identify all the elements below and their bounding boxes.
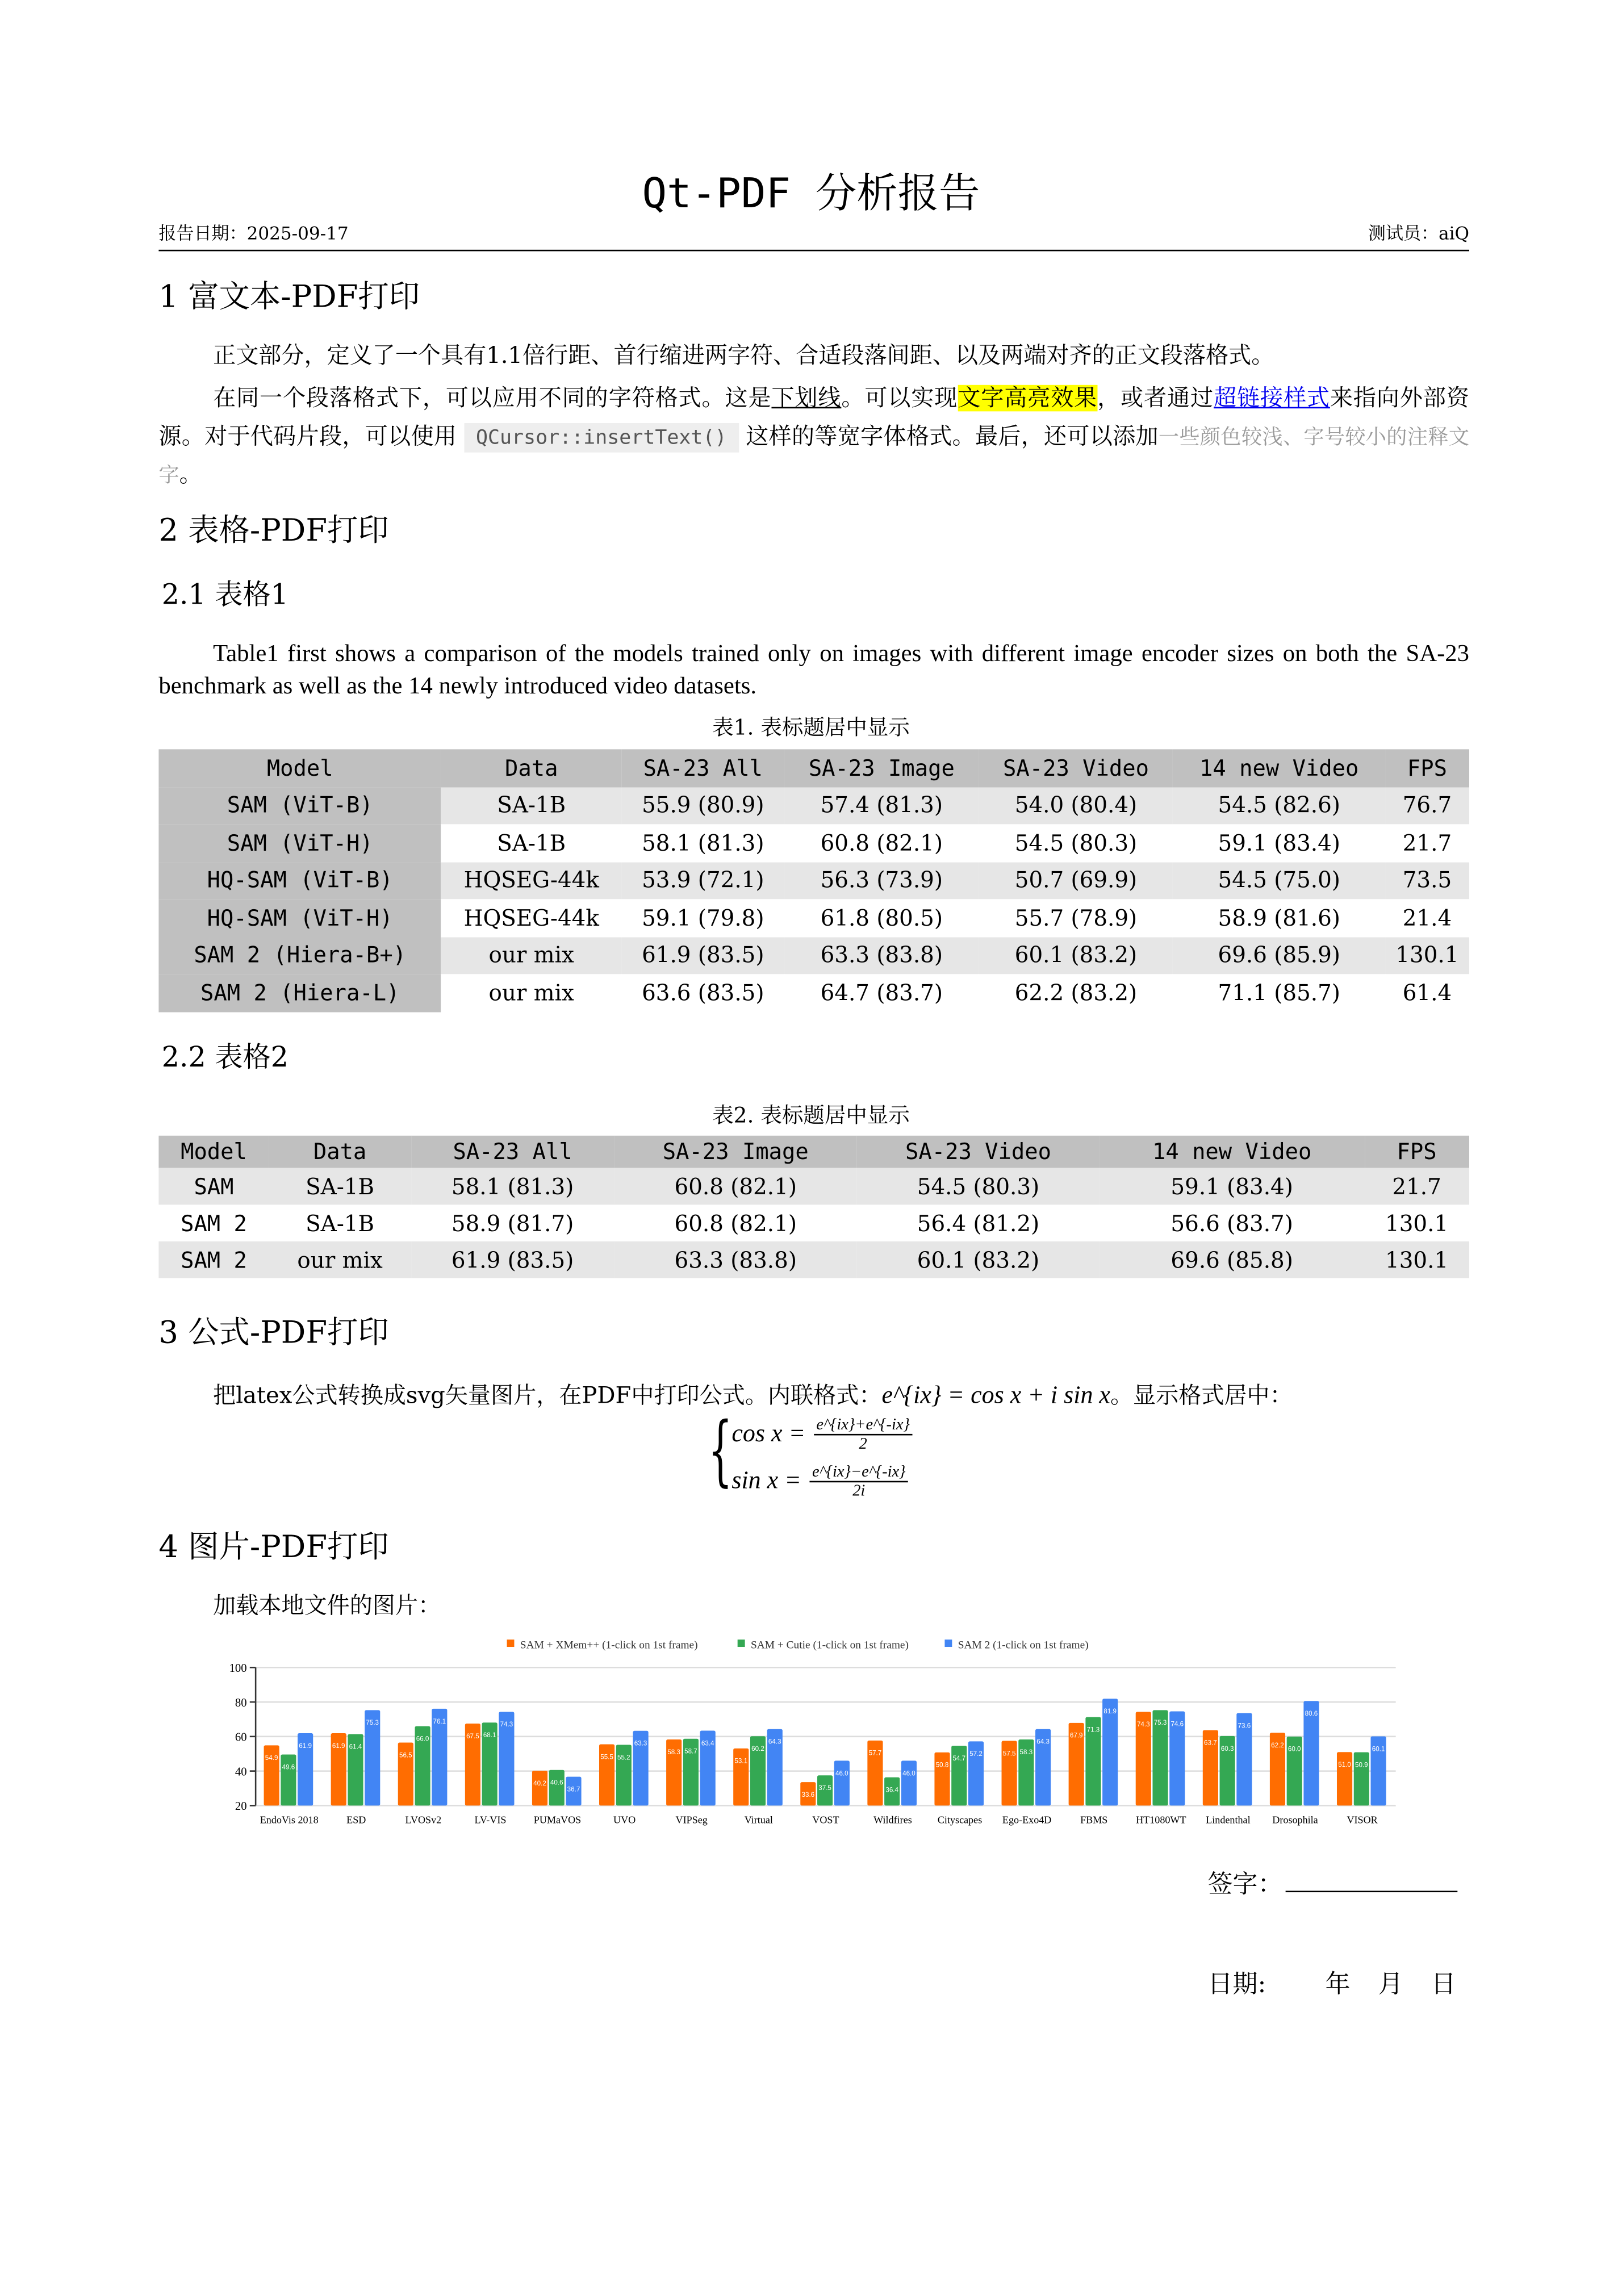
data-label: 68.1 <box>483 1732 496 1739</box>
column-header: SA-23 All <box>621 749 784 787</box>
text: 。显示格式居中： <box>1110 1382 1293 1409</box>
table-cell: 61.4 <box>1402 979 1452 1006</box>
table-cell: 21.7 <box>1402 830 1452 856</box>
data-label: 57.7 <box>868 1749 882 1757</box>
table-cell: 60.8 (82.1) <box>674 1210 797 1236</box>
table-cell: 56.3 (73.9) <box>784 861 979 899</box>
table-cell: HQSEG-44k <box>463 904 599 931</box>
x-tick-label: Virtual <box>744 1814 773 1826</box>
data-label: 58.7 <box>684 1747 697 1755</box>
table-row <box>158 824 1469 861</box>
subsection-2-2-heading: 2.2 表格2 <box>161 1042 289 1074</box>
x-tick-label: LVOSv2 <box>405 1814 442 1826</box>
y-tick-label: 20 <box>235 1800 247 1813</box>
table-row <box>158 1205 1469 1241</box>
table-cell: 21.4 <box>1402 904 1452 931</box>
text: 把latex公式转换成svg矢量图片，在PDF中打印公式。内联格式： <box>213 1382 882 1409</box>
bar <box>901 1760 917 1805</box>
table-cell: 55.9 (80.9) <box>621 787 784 824</box>
legend-swatch <box>507 1640 515 1647</box>
table-cell: SAM 2 (Hiera-L) <box>158 974 441 1011</box>
data-label: 50.9 <box>1355 1761 1368 1769</box>
table-cell: 69.6 (85.9) <box>1173 936 1385 974</box>
bar <box>549 1770 565 1806</box>
note-text: 一些颜色较浅、字号较小的注释文字 <box>158 425 1469 488</box>
y-tick-label: 80 <box>235 1696 247 1709</box>
table-cell: 58.1 (81.3) <box>411 1168 614 1205</box>
header-divider <box>158 250 1469 252</box>
section-1-heading: 1 富文本-PDF打印 <box>158 279 420 315</box>
table-cell: 58.9 (81.6) <box>1218 904 1340 931</box>
bar <box>1337 1752 1352 1805</box>
table-cell: 76.7 <box>1385 787 1469 824</box>
month-label: 月 <box>1378 1970 1403 2000</box>
table-cell: 58.1 (81.3) <box>642 830 764 856</box>
data-label: 57.2 <box>969 1750 983 1758</box>
column-header: Model <box>158 749 441 787</box>
table-row <box>158 1241 1469 1278</box>
x-tick-label: Wildfires <box>873 1814 912 1826</box>
data-label: 61.9 <box>332 1742 345 1750</box>
underline-text: 下划线 <box>771 384 842 412</box>
text: 在同一个段落格式下，可以应用不同的字符格式。这是 <box>213 384 772 412</box>
text: ，或者通过 <box>1097 384 1214 412</box>
formula-line-2 <box>731 1463 908 1500</box>
table-cell: 63.6 (83.5) <box>642 979 764 1006</box>
table-cell: 54.5 (82.6) <box>1173 787 1385 824</box>
legend-swatch <box>738 1640 745 1647</box>
paragraph-2 <box>158 380 1469 496</box>
table-cell: 58.9 (81.7) <box>451 1210 574 1236</box>
bar <box>532 1771 547 1805</box>
y-tick-label: 100 <box>229 1662 247 1675</box>
x-tick-label: EndoVis 2018 <box>260 1814 319 1826</box>
table-cell: 61.9 (83.5) <box>411 1241 614 1278</box>
table-cell: SAM 2 (Hiera-B+) <box>158 936 441 974</box>
bar-chart <box>206 1628 1425 1833</box>
data-label: 74.3 <box>500 1721 513 1729</box>
table-cell: HQ-SAM (ViT-H) <box>158 899 441 936</box>
section-3-heading: 3 公式-PDF打印 <box>158 1315 389 1350</box>
data-label: 81.9 <box>1103 1708 1117 1716</box>
bar <box>1354 1752 1369 1805</box>
section-4-heading: 4 图片-PDF打印 <box>158 1529 389 1565</box>
table-2-caption: 表2. 表标题居中显示 <box>712 1105 910 1128</box>
table-cell: SAM 2 <box>158 1241 269 1278</box>
data-label: 66.0 <box>416 1735 429 1743</box>
highlight-text: 文字高亮效果 <box>958 384 1098 412</box>
y-tick-label: 60 <box>235 1731 247 1744</box>
column-header: 14 new Video <box>1173 749 1385 787</box>
subsection-2-1-heading: 2.1 表格1 <box>161 579 289 612</box>
x-tick-label: ESD <box>346 1814 366 1826</box>
column-header: SA-23 All <box>411 1136 614 1168</box>
data-label: 60.2 <box>751 1745 764 1753</box>
table-cell: SAM 2 <box>181 1210 247 1236</box>
table-2 <box>158 1136 1469 1278</box>
page-title: Qt-PDF 分析报告 <box>642 169 980 218</box>
x-tick-label: PUMaVOS <box>533 1814 582 1826</box>
data-label: 37.5 <box>818 1784 831 1792</box>
x-tick-label: VOST <box>812 1814 839 1826</box>
table-cell: 73.5 <box>1385 861 1469 899</box>
table-cell: SAM <box>158 1168 269 1205</box>
x-tick-label: HT1080WT <box>1136 1814 1186 1826</box>
table-cell: 69.6 (85.8) <box>1100 1241 1364 1278</box>
table-cell: 57.4 (81.3) <box>784 787 979 824</box>
image-intro: 加载本地文件的图片： <box>213 1592 441 1619</box>
data-label: 76.1 <box>433 1717 446 1725</box>
table-cell: SA-1B <box>441 787 621 824</box>
column-header: SA-23 Image <box>784 749 979 787</box>
table-cell: SA-1B <box>306 1210 375 1236</box>
paragraph-1: 正文部分，定义了一个具有1.1倍行距、首行缩进两字符、合适段落间距、以及两端对齐的正文段落格式。 <box>213 342 1274 369</box>
section-2-heading: 2 表格-PDF打印 <box>158 512 389 548</box>
numerator: e^{ix}+e^{-ix} <box>813 1416 913 1436</box>
data-label: 60.0 <box>1287 1745 1301 1753</box>
table-cell: 55.7 (78.9) <box>1014 904 1138 931</box>
table-cell: our mix <box>441 936 621 974</box>
column-header: FPS <box>1364 1136 1469 1168</box>
table-cell: SAM (ViT-B) <box>158 787 441 824</box>
data-label: 62.2 <box>1271 1742 1284 1750</box>
data-label: 67.5 <box>466 1732 479 1740</box>
data-label: 74.3 <box>1136 1721 1150 1729</box>
data-label: 60.3 <box>1220 1745 1234 1753</box>
data-label: 58.3 <box>1019 1748 1033 1756</box>
inline-formula-text: e^{ix} = cos x + i sin x <box>881 1381 1110 1409</box>
data-label: 75.3 <box>1153 1719 1167 1727</box>
text: 这样的等宽字体格式。最后，还可以添加 <box>746 422 1159 449</box>
text: 。可以实现 <box>841 384 958 412</box>
date-label: 日期: <box>1207 1970 1266 2000</box>
numerator: e^{ix}−e^{-ix} <box>809 1463 909 1483</box>
data-label: 61.9 <box>299 1742 312 1750</box>
data-label: 75.3 <box>366 1719 379 1727</box>
text: 。 <box>179 461 202 488</box>
x-tick-label: FBMS <box>1080 1814 1108 1826</box>
x-tick-label: VISOR <box>1347 1814 1378 1826</box>
bar <box>281 1754 296 1805</box>
column-header: 14 new Video <box>1100 1136 1364 1168</box>
data-label: 46.0 <box>835 1770 848 1778</box>
lhs: cos x = <box>731 1419 806 1448</box>
legend-label: SAM 2 (1-click on 1st frame) <box>958 1639 1089 1651</box>
x-tick-label: Ego-Exo4D <box>1002 1814 1052 1826</box>
table-row <box>158 787 1469 824</box>
table-cell: 56.6 (83.7) <box>1170 1210 1293 1236</box>
tester: 测试员：aiQ <box>1368 223 1469 244</box>
table-cell: 56.4 (81.2) <box>917 1210 1040 1236</box>
table-row <box>158 974 1469 1011</box>
data-label: 46.0 <box>902 1770 915 1778</box>
bar <box>834 1760 850 1805</box>
data-label: 54.9 <box>265 1754 278 1762</box>
data-label: 56.5 <box>399 1751 412 1759</box>
data-label: 54.7 <box>952 1754 966 1762</box>
legend-label: SAM + XMem++ (1-click on 1st frame) <box>520 1639 698 1651</box>
data-label: 80.6 <box>1305 1710 1318 1718</box>
column-header: Model <box>158 1136 269 1168</box>
table-cell: 59.1 (83.4) <box>1218 830 1340 856</box>
data-label: 55.5 <box>600 1753 613 1761</box>
table-cell: 130.1 <box>1385 1210 1449 1236</box>
data-label: 36.4 <box>885 1786 899 1794</box>
data-label: 40.2 <box>533 1779 546 1787</box>
inline-formula <box>881 1381 1110 1409</box>
table-cell: 59.1 (79.8) <box>642 904 764 931</box>
table-cell: 63.3 (83.8) <box>614 1241 857 1278</box>
data-label: 57.5 <box>1002 1750 1016 1758</box>
x-tick-label: Drosophila <box>1272 1814 1318 1826</box>
y-tick-label: 40 <box>235 1766 247 1779</box>
data-label: 50.8 <box>935 1761 949 1769</box>
data-label: 63.3 <box>634 1739 647 1747</box>
column-header: SA-23 Image <box>614 1136 857 1168</box>
table-cell: SA-1B <box>497 830 566 856</box>
denominator: 2 <box>859 1435 867 1453</box>
table-cell: 60.1 (83.2) <box>979 936 1173 974</box>
formula-paragraph <box>213 1377 1477 1416</box>
table-intro: Table1 first shows a comparison of the models trained only on images with different image encoder sizes on both the SA-23 benchmark as well as the 14 newly introduced video datasets. <box>158 639 1469 700</box>
table-cell: 59.1 (83.4) <box>1100 1168 1364 1205</box>
data-label: 74.6 <box>1170 1720 1184 1728</box>
data-label: 73.6 <box>1238 1722 1251 1730</box>
table-cell: 71.1 (85.7) <box>1218 979 1340 1006</box>
table-cell: 61.8 (80.5) <box>820 904 943 931</box>
data-label: 36.7 <box>567 1785 580 1793</box>
x-tick-label: Lindenthal <box>1206 1814 1251 1826</box>
data-label: 49.6 <box>282 1763 295 1771</box>
column-header: Data <box>441 749 621 787</box>
table-cell: 60.1 (83.2) <box>857 1241 1100 1278</box>
data-label: 63.7 <box>1204 1739 1217 1747</box>
table-cell: 54.5 (80.3) <box>857 1168 1100 1205</box>
table-cell: 64.7 (83.7) <box>820 979 943 1006</box>
table-cell: 54.5 (80.3) <box>1014 830 1138 856</box>
data-label: 67.9 <box>1069 1732 1083 1739</box>
data-label: 40.6 <box>550 1779 563 1787</box>
table-cell: 130.1 <box>1364 1241 1469 1278</box>
table-cell: 54.0 (80.4) <box>979 787 1173 824</box>
x-tick-label: UVO <box>613 1814 636 1826</box>
code-snippet: QCursor::insertText() <box>464 423 738 452</box>
table-cell: SA-1B <box>269 1168 411 1205</box>
x-tick-label: Cityscapes <box>937 1814 983 1826</box>
table-row <box>158 1168 1469 1205</box>
data-label: 64.3 <box>1036 1738 1050 1746</box>
signature-label: 签字： <box>1207 1870 1283 1900</box>
x-tick-label: LV-VIS <box>474 1814 507 1826</box>
table-1 <box>158 749 1469 1011</box>
table-cell: 21.7 <box>1364 1168 1469 1205</box>
table-cell: 130.1 <box>1385 936 1469 974</box>
report-date: 报告日期：2025-09-17 <box>158 223 349 244</box>
year-label: 年 <box>1325 1970 1351 2000</box>
column-header: Data <box>269 1136 411 1168</box>
table-row <box>158 861 1469 899</box>
data-label: 64.3 <box>768 1738 781 1746</box>
data-label: 71.3 <box>1086 1726 1100 1734</box>
column-header: FPS <box>1385 749 1469 787</box>
formula-line-1 <box>731 1416 913 1453</box>
text: 来指向外部资源。对于代码片段，可以使用 <box>158 384 1469 449</box>
data-label: 55.2 <box>617 1754 630 1762</box>
table-cell: HQ-SAM (ViT-B) <box>158 861 441 899</box>
data-label: 53.1 <box>734 1757 748 1765</box>
table-cell: 54.5 (75.0) <box>1173 861 1385 899</box>
table-cell: 61.9 (83.5) <box>621 936 784 974</box>
table-cell: 63.3 (83.8) <box>784 936 979 974</box>
x-tick-label: VIPSeg <box>675 1814 708 1826</box>
table-cell: 62.2 (83.2) <box>1014 979 1138 1006</box>
legend-swatch <box>944 1640 952 1647</box>
table-cell: 50.7 (69.9) <box>979 861 1173 899</box>
data-label: 33.6 <box>801 1791 815 1799</box>
day-label: 日 <box>1431 1970 1456 2000</box>
column-header: SA-23 Video <box>979 749 1173 787</box>
table-row <box>158 899 1469 936</box>
table-row <box>158 936 1469 974</box>
hyperlink[interactable]: 超链接样式 <box>1214 384 1330 412</box>
table-1-caption: 表1. 表标题居中显示 <box>712 717 910 741</box>
table-cell: 60.8 (82.1) <box>820 830 943 856</box>
brace: { <box>708 1407 733 1496</box>
lhs: sin x = <box>731 1466 801 1494</box>
bar <box>934 1753 950 1806</box>
table-cell: 53.9 (72.1) <box>621 861 784 899</box>
data-label: 63.4 <box>701 1739 714 1747</box>
table-cell: our mix <box>488 979 574 1006</box>
column-header: SA-23 Video <box>857 1136 1100 1168</box>
signature-line <box>1286 1891 1458 1892</box>
table-cell: 60.8 (82.1) <box>614 1168 857 1205</box>
table-cell: SAM (ViT-H) <box>158 824 441 861</box>
legend-label: SAM + Cutie (1-click on 1st frame) <box>750 1639 909 1651</box>
data-label: 51.0 <box>1338 1761 1351 1769</box>
data-label: 61.4 <box>349 1743 362 1751</box>
data-label: 60.1 <box>1372 1745 1385 1753</box>
denominator: 2i <box>852 1482 866 1500</box>
table-cell: HQSEG-44k <box>441 861 621 899</box>
data-label: 58.3 <box>667 1748 680 1756</box>
table-cell: our mix <box>269 1241 411 1278</box>
